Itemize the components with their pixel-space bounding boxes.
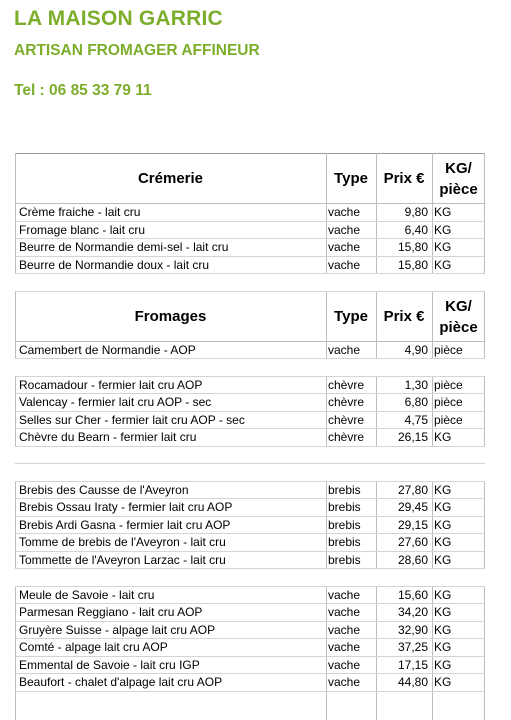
product-name: Meule de Savoie - lait cru xyxy=(19,587,155,602)
table-row xyxy=(15,622,485,640)
product-name: Tommette de l'Aveyron Larzac - lait cru xyxy=(19,552,226,567)
milk-type: vache xyxy=(328,587,361,602)
section-title: Fromages xyxy=(134,307,207,325)
product-price: 27,80 xyxy=(397,482,428,497)
table-row xyxy=(15,482,485,500)
section-title: Crémerie xyxy=(137,170,204,187)
phone-number: Tel : 06 85 33 79 11 xyxy=(14,82,152,99)
product-name: Brebis Ossau Iraty - fermier lait cru AOP xyxy=(19,500,233,514)
table-row xyxy=(15,517,485,535)
milk-type: chèvre xyxy=(328,395,365,409)
product-price: 9,80 xyxy=(404,205,428,219)
product-name: Fromage blanc - lait cru xyxy=(19,222,146,237)
product-price: 26,15 xyxy=(397,430,428,444)
price-unit: KG xyxy=(434,605,452,619)
product-price: 6,40 xyxy=(404,222,428,237)
price-unit: KG xyxy=(434,517,452,532)
product-price: 6,80 xyxy=(404,395,428,409)
shop-name: LA MAISON GARRIC xyxy=(14,7,223,30)
column-header-price: Prix € xyxy=(383,170,425,187)
milk-type: brebis xyxy=(328,552,361,567)
price-table xyxy=(15,153,485,720)
table-row xyxy=(15,674,485,692)
column-header-unit xyxy=(432,154,485,203)
product-name: Gruyère Suisse - alpage lait cru AOP xyxy=(19,622,216,637)
product-price: 29,15 xyxy=(397,517,428,532)
blank-row xyxy=(15,447,485,465)
product-price: 44,80 xyxy=(397,675,428,689)
milk-type: brebis xyxy=(328,500,361,514)
product-name: Chèvre du Bearn - fermier lait cru xyxy=(19,430,197,444)
table-row xyxy=(15,429,485,447)
product-name: Tomme de brebis de l'Aveyron - lait cru xyxy=(19,535,226,549)
table-row xyxy=(15,604,485,622)
blank-row xyxy=(15,274,485,292)
table-row xyxy=(15,412,485,430)
product-price: 17,15 xyxy=(397,657,428,672)
milk-type: vache xyxy=(328,342,361,357)
table-row xyxy=(15,552,485,570)
product-name: Parmesan Reggiano - lait cru AOP xyxy=(19,605,203,619)
milk-type: chèvre xyxy=(328,377,365,392)
milk-type: vache xyxy=(328,257,361,272)
table-row xyxy=(15,342,485,360)
price-unit: KG xyxy=(434,640,452,654)
price-unit: pièce xyxy=(434,395,463,409)
product-name: Beaufort - chalet d'alpage lait cru AOP xyxy=(19,675,223,689)
product-name: Beurre de Normandie doux - lait cru xyxy=(19,257,210,272)
milk-type: vache xyxy=(328,240,361,254)
shop-subtitle: ARTISAN FROMAGER AFFINEUR xyxy=(14,42,260,59)
column-header-type: Type xyxy=(334,170,368,187)
product-price: 37,25 xyxy=(397,640,428,654)
product-price: 29,45 xyxy=(397,500,428,514)
milk-type: vache xyxy=(328,205,361,219)
blank-row xyxy=(15,569,485,587)
column-header-type: Type xyxy=(334,307,368,325)
product-name: Emmental de Savoie - lait cru IGP xyxy=(19,657,200,672)
table-row xyxy=(15,534,485,552)
milk-type: chèvre xyxy=(328,412,365,427)
price-unit: pièce xyxy=(434,377,463,392)
column-header-price: Prix € xyxy=(383,307,425,325)
table-row xyxy=(15,657,485,675)
table-row xyxy=(15,377,485,395)
table-row xyxy=(15,204,485,222)
milk-type: vache xyxy=(328,675,361,689)
product-name: Brebis des Causse de l'Aveyron xyxy=(19,482,189,497)
product-name: Comté - alpage lait cru AOP xyxy=(19,640,168,654)
price-unit: KG xyxy=(434,430,452,444)
product-price: 15,60 xyxy=(397,587,428,602)
milk-type: brebis xyxy=(328,482,361,497)
table-row xyxy=(15,222,485,240)
price-unit: KG xyxy=(434,657,452,672)
product-name: Brebis Ardi Gasna - fermier lait cru AOP xyxy=(19,517,231,532)
milk-type: vache xyxy=(328,622,361,637)
table-row xyxy=(15,499,485,517)
table-row xyxy=(15,587,485,605)
product-price: 4,90 xyxy=(404,342,428,357)
milk-type: brebis xyxy=(328,517,361,532)
milk-type: vache xyxy=(328,640,361,654)
price-unit: pièce xyxy=(434,412,463,427)
product-price: 15,80 xyxy=(397,257,428,272)
table-row xyxy=(15,239,485,257)
column-header-unit-line2: pièce xyxy=(439,318,478,336)
section-header-row xyxy=(15,154,485,204)
price-unit: KG xyxy=(434,622,452,637)
price-unit: KG xyxy=(434,222,452,237)
product-name: Rocamadour - fermier lait cru AOP xyxy=(19,377,203,392)
product-price: 4,75 xyxy=(404,412,428,427)
table-row xyxy=(15,639,485,657)
product-name: Valencay - fermier lait cru AOP - sec xyxy=(19,395,212,409)
price-unit: KG xyxy=(434,500,452,514)
table-row xyxy=(15,257,485,275)
price-unit: KG xyxy=(434,675,452,689)
section-header-row xyxy=(15,292,485,342)
milk-type: vache xyxy=(328,605,361,619)
product-price: 1,30 xyxy=(404,377,428,392)
price-unit: KG xyxy=(434,240,452,254)
product-name: Selles sur Cher - fermier lait cru AOP - sec xyxy=(19,412,245,427)
product-name: Crème fraiche - lait cru xyxy=(19,205,141,219)
price-unit: pièce xyxy=(434,342,463,357)
price-unit: KG xyxy=(434,482,452,497)
column-header-unit-line1: KG/ xyxy=(445,297,472,315)
price-unit: KG xyxy=(434,587,452,602)
blank-row xyxy=(15,464,485,482)
price-unit: KG xyxy=(434,205,452,219)
column-header-unit-line1: KG/ xyxy=(445,160,472,177)
price-unit: KG xyxy=(434,257,452,272)
price-unit: KG xyxy=(434,552,452,567)
price-unit: KG xyxy=(434,535,452,549)
product-price: 32,90 xyxy=(397,622,428,637)
column-header-unit xyxy=(432,292,485,341)
product-price: 15,80 xyxy=(397,240,428,254)
table-row xyxy=(15,394,485,412)
product-name: Beurre de Normandie demi-sel - lait cru xyxy=(19,240,229,254)
product-price: 34,20 xyxy=(397,605,428,619)
column-header-unit-line2: pièce xyxy=(439,181,478,198)
milk-type: brebis xyxy=(328,535,361,549)
milk-type: vache xyxy=(328,222,361,237)
milk-type: chèvre xyxy=(328,430,365,444)
blank-row xyxy=(15,359,485,377)
product-name: Camembert de Normandie - AOP xyxy=(19,342,196,357)
product-price: 28,60 xyxy=(397,552,428,567)
product-price: 27,60 xyxy=(397,535,428,549)
milk-type: vache xyxy=(328,657,361,672)
